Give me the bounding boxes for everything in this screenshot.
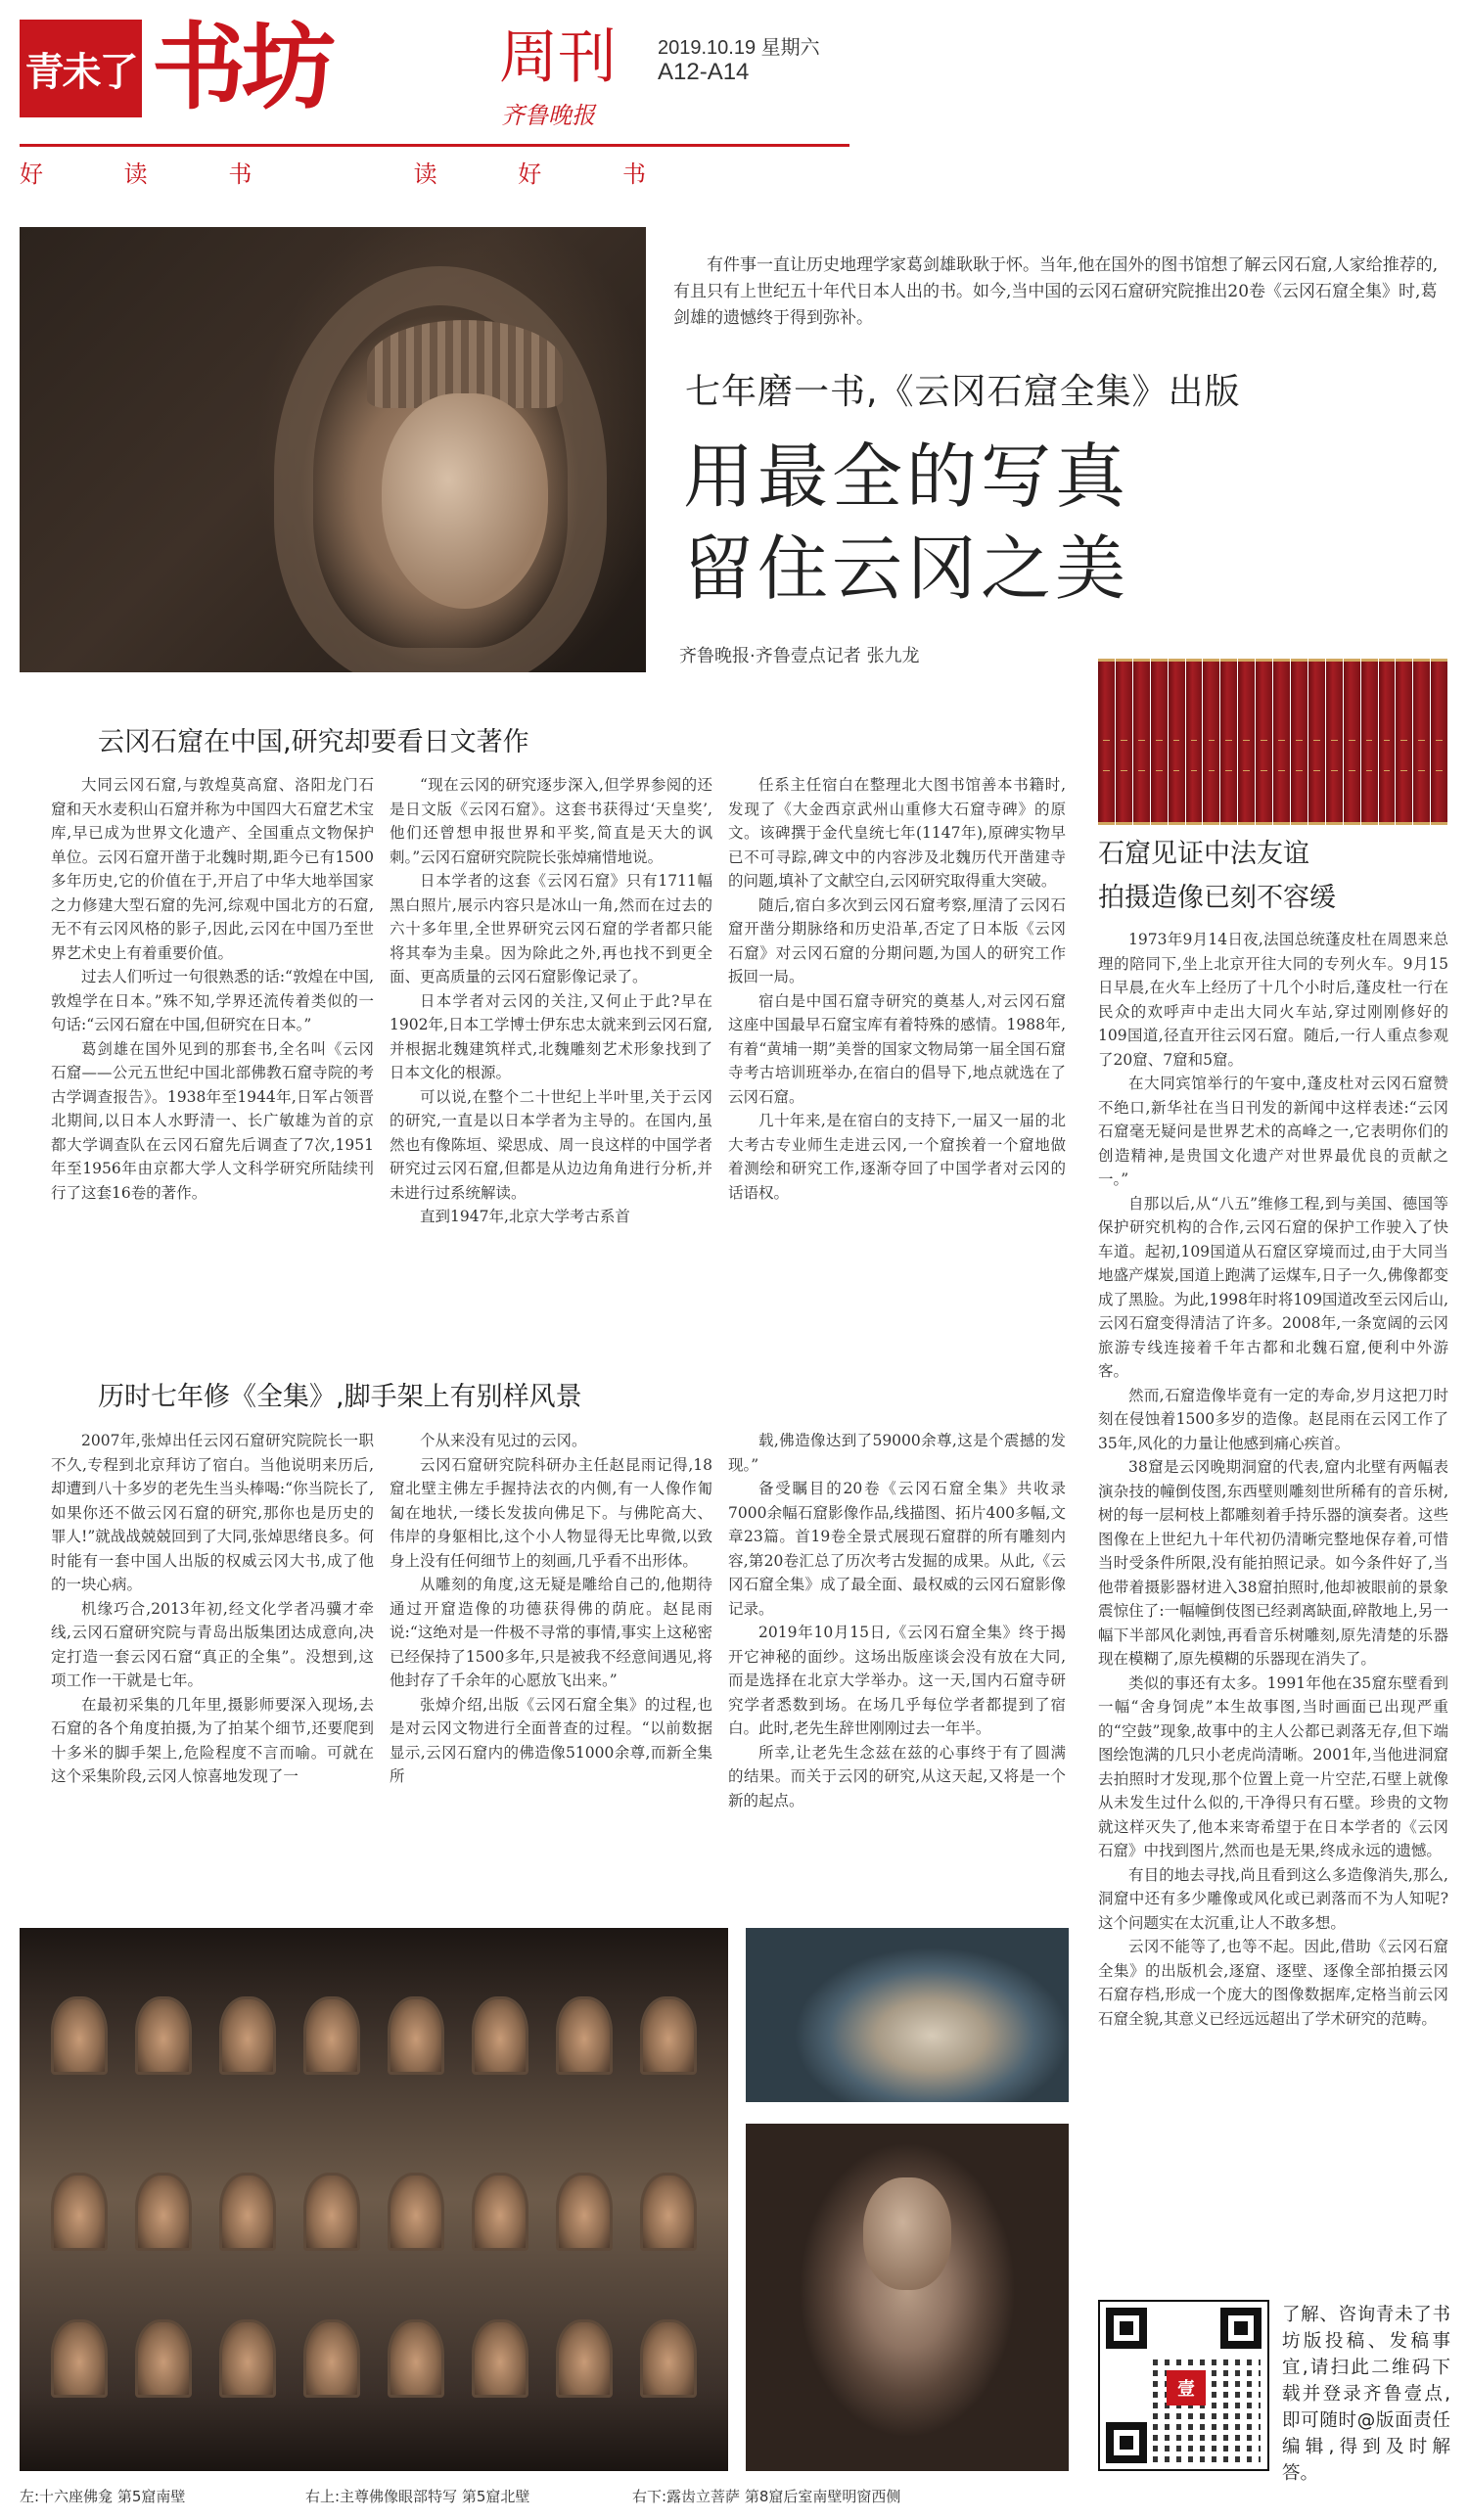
book-spine <box>1098 659 1115 825</box>
book-spine <box>1308 659 1325 825</box>
buddha-niche <box>388 2173 444 2251</box>
buddha-niche <box>556 2319 613 2398</box>
paragraph: 宿白是中国石窟寺研究的奠基人,对云冈石窟这座中国最早石窟宝库有着特殊的感情。1988年,有着“黄埔一期”美誉的国家文物局第一届全国石窟寺考古培训班举办,在宿白的倡导下,地点就选在了云冈石窟。 <box>728 991 1066 1106</box>
logo-small: 青未了 <box>20 20 142 117</box>
sixteen-niches-photo <box>20 1928 728 2471</box>
buddha-niche <box>472 2173 528 2251</box>
buddha-niche <box>640 2173 697 2251</box>
section2-heading: 历时七年修《全集》,脚手架上有别样风景 <box>98 1382 582 1412</box>
hero-buddha-photo <box>20 227 646 672</box>
paragraph: 个从来没有见过的云冈。 <box>420 1432 587 1449</box>
buddha-niche <box>303 2173 360 2251</box>
book-spine <box>1379 659 1396 825</box>
paragraph: 机缘巧合,2013年初,经文化学者冯骥才牵线,云冈石窟研究院与青岛出版集团达成意向,决定打造一套云冈石窟“真正的全集”。没想到,这项工作一干就是七年。 <box>51 1599 374 1689</box>
book-spine <box>1203 659 1219 825</box>
buddha-niche <box>51 1996 108 2075</box>
buddha-niche <box>219 2319 276 2398</box>
section2-col3 <box>728 1429 1066 1908</box>
book-spine <box>1133 659 1150 825</box>
section2-col1 <box>51 1429 374 1908</box>
paragraph: 在大同宾馆举行的午宴中,蓬皮杜对云冈石窟赞不绝口,新华社在当日刊发的新闻中这样表述:“云冈石窟毫无疑问是世界艺术的高峰之一,它表明你们的创造精神,是贵国文化遗产对世界最优良的贡献之一。” <box>1098 1075 1448 1188</box>
book-spine <box>1186 659 1203 825</box>
paragraph: 大同云冈石窟,与敦煌莫高窟、洛阳龙门石窟和天水麦积山石窟并称为中国四大石窟艺术宝库,早已成为世界文化遗产、全国重点文物保护单位。云冈石窟开凿于北魏时期,距今已有1500多年历史,它的价值在于,开启了中华大地举国家之力修建大型石窟的先河,综观中国北方的石窟,无不有云冈风格的影子,因此,云冈在中国乃至世界艺术史上有着重要价值。 <box>51 776 374 962</box>
caption-bottom-right: 右下:露齿立菩萨 第8窟后室南壁明窗西侧 <box>632 2488 901 2505</box>
book-spine <box>1361 659 1378 825</box>
section1-col2 <box>390 773 712 1316</box>
byline: 齐鲁晚报·齐鲁壹点记者 张九龙 <box>679 646 920 666</box>
paper-name: 齐鲁晚报 <box>501 102 595 129</box>
slogan-char: 书 <box>621 160 646 188</box>
photo-face <box>382 393 548 609</box>
niche-row <box>20 1996 728 2075</box>
kicker: 七年磨一书,《云冈石窟全集》出版 <box>685 372 1241 412</box>
niche-row <box>20 2319 728 2398</box>
qr-code[interactable] <box>1098 2300 1269 2471</box>
buddha-niche <box>135 2319 192 2398</box>
qr-finder-top-left <box>1106 2308 1147 2349</box>
qr-finder-bottom-left <box>1106 2422 1147 2463</box>
headline-line-2: 留住云冈之美 <box>683 527 1130 610</box>
qr-finder-top-right <box>1220 2308 1262 2349</box>
headline-line-1: 用最全的写真 <box>683 435 1130 518</box>
section1-heading: 云冈石窟在中国,研究却要看日文著作 <box>98 727 529 757</box>
paragraph: 1973年9月14日夜,法国总统蓬皮杜在周恩来总理的陪同下,坐上北京开往大同的专列火车。9月15日早晨,在火车上经历了十几个小时后,蓬皮杜一行在民众的欢呼声中走出大同火车站,穿过刚刚修好的109国道,径直开往云冈石窟。随后,一行人重点参观了20窟、7窟和5窟。 <box>1098 931 1448 1069</box>
paragraph: 葛剑雄在国外见到的那套书,全名叫《云冈石窟——公元五世纪中国北部佛教石窟寺院的考古学调查报告》。1938年至1944年,日军占领晋北期间,以日本人水野清一、长广敏雄为首的京都大学调查队在云冈石窟先后调查了7次,1951年至1956年由京都大学人文科学研究所陆续刊行了这套16卷的著作。 <box>51 1039 374 1202</box>
book-spine <box>1431 659 1447 825</box>
buddha-niche <box>303 2319 360 2398</box>
paragraph: 2007年,张焯出任云冈石窟研究院院长一职不久,专程到北京拜访了宿白。当他说明来历后,却遭到八十多岁的老先生当头棒喝:“你当院长了,如果你还不做云冈石窟的研究,那你也是历史的罪人!”就战战兢兢回到了大同,张焯思绪良多。何时能有一套中国人出版的权威云冈大书,成了他的一块心病。 <box>51 1432 374 1593</box>
book-spine <box>1326 659 1343 825</box>
logo-title: 书坊 <box>152 13 332 122</box>
book-spine <box>1116 659 1132 825</box>
book-spine <box>1238 659 1255 825</box>
paragraph: 几十年来,是在宿白的支持下,一届又一届的北大考古专业师生走进云冈,一个窟挨着一个窟地做着测绘和研究工作,逐渐夺回了中国学者对云冈的话语权。 <box>728 1112 1066 1202</box>
paragraph: 日本学者的这套《云冈石窟》只有1711幅黑白照片,展示内容只是冰山一角,然而在过去的六十多年里,全世界研究云冈石窟的学者都只能将其奉为圭臬。因为除此之外,再也找不到更全面、更高质量的云冈石窟影像记录了。 <box>390 872 712 985</box>
buddha-niche <box>135 1996 192 2075</box>
book-spine <box>1256 659 1272 825</box>
book-spine <box>1151 659 1168 825</box>
section1-col1 <box>51 773 374 1316</box>
page-range: A12-A14 <box>658 59 750 85</box>
paragraph: 类似的事还有太多。1991年他在35窟东壁看到一幅“舍身饲虎”本生故事图,当时画面已出现严重的“空鼓”现象,故事中的主人公都已剥落无存,但下端图绘饱满的几只小老虎尚清晰。2001年,当他进洞窟去拍照时才发现,那个位置上竟一片空茫,石壁上就像从未发生过什么似的,干净得只有石壁。珍贵的文物就这样灭失了,他本来寄希望于在日本学者的《云冈石窟》中找到图片,然而也是无果,终成永远的遗憾。 <box>1098 1673 1448 1859</box>
sidebar-heading-line-2: 拍摄造像已刻不容缓 <box>1098 883 1336 913</box>
weekly-label: 周刊 <box>499 23 617 92</box>
buddha-niche <box>388 2319 444 2398</box>
buddha-niche <box>51 2319 108 2398</box>
paragraph: 38窟是云冈晚期洞窟的代表,窟内北壁有两幅表演杂技的幢倒伎图,东西壁则雕刻世所稀有的音乐树,树的每一层柯枝上都雕刻着手持乐器的演奏者。这些图像在上世纪九十年代初仍清晰完整地保存着,可惜当时受条件所限,没有能拍照记录。如今条件好了,当他带着摄影器材进入38窟拍照时,他却被眼前的景象震惊住了:一幅幢倒伎图已经剥离缺面,碎散地上,另一幅下半部风化剥蚀,再看音乐树雕刻,原先清楚的乐器现在模糊了,原先模糊的乐器现在消失了。 <box>1098 1458 1448 1668</box>
issue-date: 2019.10.19 星期六 <box>658 37 820 59</box>
paragraph: 载,佛造像达到了59000余尊,这是个震撼的发现。” <box>728 1432 1066 1474</box>
buddha-niche <box>640 1996 697 2075</box>
buddha-niche <box>135 2173 192 2251</box>
paragraph: 过去人们听过一句很熟悉的话:“敦煌在中国,敦煌学在日本。”殊不知,学界还流传着类似的一句话:“云冈石窟在中国,但研究在日本。” <box>51 968 374 1033</box>
buddha-niche <box>640 2319 697 2398</box>
slogan <box>20 155 646 189</box>
paragraph: 日本学者对云冈的关注,又何止于此?早在1902年,日本工学博士伊东忠太就来到云冈石窟,并根据北魏建筑样式,北魏雕刻艺术形象找到了日本文化的根源。 <box>390 991 712 1081</box>
masthead-rule <box>20 144 849 147</box>
paragraph: 随后,宿白多次到云冈石窟考察,厘清了云冈石窟开凿分期脉络和历史沿革,否定了日本版《云冈石窟》对云冈石窟的分期问题,为国人的研究工作扳回一局。 <box>728 895 1066 985</box>
paragraph: 云冈石窟研究院科研办主任赵昆雨记得,18窟北壁主佛左手握持法衣的内侧,有一人像作匍匐在地状,一缕长发拔向佛足下。与佛陀高大、伟岸的身躯相比,这个小人物显得无比卑微,以致身上没有任何细节上的刻画,几乎看不出形体。 <box>390 1455 712 1570</box>
buddha-niche <box>556 2173 613 2251</box>
buddha-eye-closeup-photo <box>746 1928 1069 2102</box>
buddha-niche <box>303 1996 360 2075</box>
paragraph: 云冈不能等了,也等不起。因此,借助《云冈石窟全集》的出版机会,逐窟、逐壁、逐像全部拍摄云冈石窟存档,形成一个庞大的图像数据库,定格当前云冈石窟全貌,其意义已经远远超出了学术研究的范畴。 <box>1098 1938 1448 2028</box>
paragraph: 所幸,让老先生念兹在兹的心事终于有了圆满的结果。而关于云冈的研究,从这天起,又将是一个新的起点。 <box>728 1743 1066 1810</box>
paragraph: 张焯介绍,出版《云冈石窟全集》的过程,也是对云冈文物进行全面普查的过程。“以前数据显示,云冈石窟内的佛造像51000余尊,而新全集所 <box>390 1695 712 1785</box>
slogan-char: 好 <box>518 160 542 188</box>
caption-top-right: 右上:主尊佛像眼部特写 第5窟北壁 <box>305 2488 530 2505</box>
paragraph: 从雕刻的角度,这无疑是雕给自己的,他期待通过开窟造像的功德获得佛的荫庇。赵昆雨说:“这绝对是一件极不寻常的事情,事实上这秘密已经保持了1500多年,只是被我不经意间遇见,将他封存了千余年的心愿放飞出来。” <box>390 1576 712 1689</box>
paragraph: 然而,石窟造像毕竟有一定的寿命,岁月这把刀时刻在侵蚀着1500多岁的造像。赵昆雨在云冈工作了35年,风化的力量让他感到痛心疾首。 <box>1098 1386 1448 1452</box>
book-spine <box>1344 659 1360 825</box>
book-spine <box>1169 659 1185 825</box>
book-spine <box>1396 659 1412 825</box>
headline <box>683 431 1129 615</box>
book-spine <box>1291 659 1307 825</box>
paragraph: 直到1947年,北京大学考古系首 <box>420 1208 630 1225</box>
paragraph: 可以说,在整个二十世纪上半叶里,关于云冈的研究,一直是以日本学者为主导的。在国内,虽然也有像陈垣、梁思成、周一良这样的中国学者研究过云冈石窟,但都是从边边角角进行分析,并未进行过系统解读。 <box>390 1087 712 1202</box>
book-spine <box>1220 659 1237 825</box>
qr-logo-badge: 壹 <box>1167 2370 1206 2405</box>
buddha-niche <box>556 1996 613 2075</box>
niche-row <box>20 2173 728 2251</box>
sidebar-heading-line-1: 石窟见证中法友谊 <box>1098 839 1309 869</box>
slogan-char: 读 <box>123 160 148 188</box>
buddha-niche <box>472 1996 528 2075</box>
slogan-char: 读 <box>413 160 437 188</box>
bodhisattva-head <box>863 2177 951 2290</box>
paragraph: “现在云冈的研究逐步深入,但学界参阅的还是日文版《云冈石窟》。这套书获得过‘天皇奖’,他们还曾想申报世界和平奖,简直是天大的讽刺。”云冈石窟研究院院长张焯痛惜地说。 <box>390 776 712 866</box>
buddha-niche <box>472 2319 528 2398</box>
promo-text: 了解、咨询青未了书坊版投稿、发稿事宜,请扫此二维码下载并登录齐鲁壹点,即可随时@版面责任编辑,得到及时解答。 <box>1282 2305 1450 2484</box>
paragraph: 自那以后,从“八五”维修工程,到与美国、德国等保护研究机构的合作,云冈石窟的保护工作驶入了快车道。起初,109国道从石窟区穿境而过,由于大同当地盛产煤炭,国道上跑满了运煤车,日子一久,佛像都变成了黑脸。为此,1998年时将109国道改至云冈后山,云冈石窟变得清洁了许多。2008年,一条宽阔的云冈旅游专线连接着千年古都和北魏石窟,便利中外游客。 <box>1098 1194 1448 1380</box>
paragraph: 任系主任宿白在整理北大图书馆善本书籍时,发现了《大金西京武州山重修大石窟寺碑》的原文。该碑撰于金代皇统七年(1147年),原碑实物早已不可寻踪,碑文中的内容涉及北魏历代开凿建寺的问题,填补了文献空白,云冈研究取得重大突破。 <box>728 776 1066 890</box>
section2-col2 <box>390 1429 712 1908</box>
paragraph: 备受瞩目的20卷《云冈石窟全集》共收录7000余幅石窟影像作品,线描图、拓片400多幅,文章23篇。首19卷全景式展现石窟群的所有雕刻内容,第20卷汇总了历次考古发掘的成果。从此,《云冈石窟全集》成了最全面、最权威的云冈石窟影像记录。 <box>728 1480 1066 1618</box>
book-spine <box>1273 659 1290 825</box>
book-set-photo <box>1098 641 1448 825</box>
masthead <box>20 12 1448 188</box>
intro-paragraph: 有件事一直让历史地理学家葛剑雄耿耿于怀。当年,他在国外的图书馆想了解云冈石窟,人家给推荐的,有且只有上世纪五十年代日本人出的书。如今,当中国的云冈石窟研究院推出20卷《云冈石窟全集》时,葛剑雄的遗憾终于得到弥补。 <box>673 255 1439 328</box>
buddha-niche <box>388 1996 444 2075</box>
sidebar-heading <box>1098 832 1448 920</box>
slogan-char: 好 <box>20 160 43 188</box>
slogan-char: 书 <box>228 160 252 188</box>
paragraph: 2019年10月15日,《云冈石窟全集》终于揭开它神秘的面纱。这场出版座谈会没有放在大同,而是选择在北京大学举办。这一天,国内石窟寺研究学者悉数到场。在场几乎每位学者都提到了宿白。此时,老先生辞世刚刚过去一年半。 <box>728 1624 1066 1737</box>
sidebar-body <box>1098 928 1448 2283</box>
section1-col3 <box>728 773 1066 1316</box>
caption-left: 左:十六座佛龛 第5窟南壁 <box>20 2488 186 2505</box>
book-spine <box>1413 659 1430 825</box>
buddha-niche <box>51 2173 108 2251</box>
buddha-niche <box>219 1996 276 2075</box>
buddha-niche <box>219 2173 276 2251</box>
paragraph: 在最初采集的几年里,摄影师要深入现场,去石窟的各个角度拍摄,为了拍某个细节,还要爬到十多米的脚手架上,危险程度不言而喻。可就在这个采集阶段,云冈人惊喜地发现了一 <box>51 1695 374 1785</box>
bodhisattva-photo <box>746 2124 1069 2471</box>
paragraph: 有目的地去寻找,尚且看到这么多造像消失,那么,洞窟中还有多少雕像或风化或已剥落而不为人知呢?这个问题实在太沉重,让人不敢多想。 <box>1098 1865 1448 1932</box>
